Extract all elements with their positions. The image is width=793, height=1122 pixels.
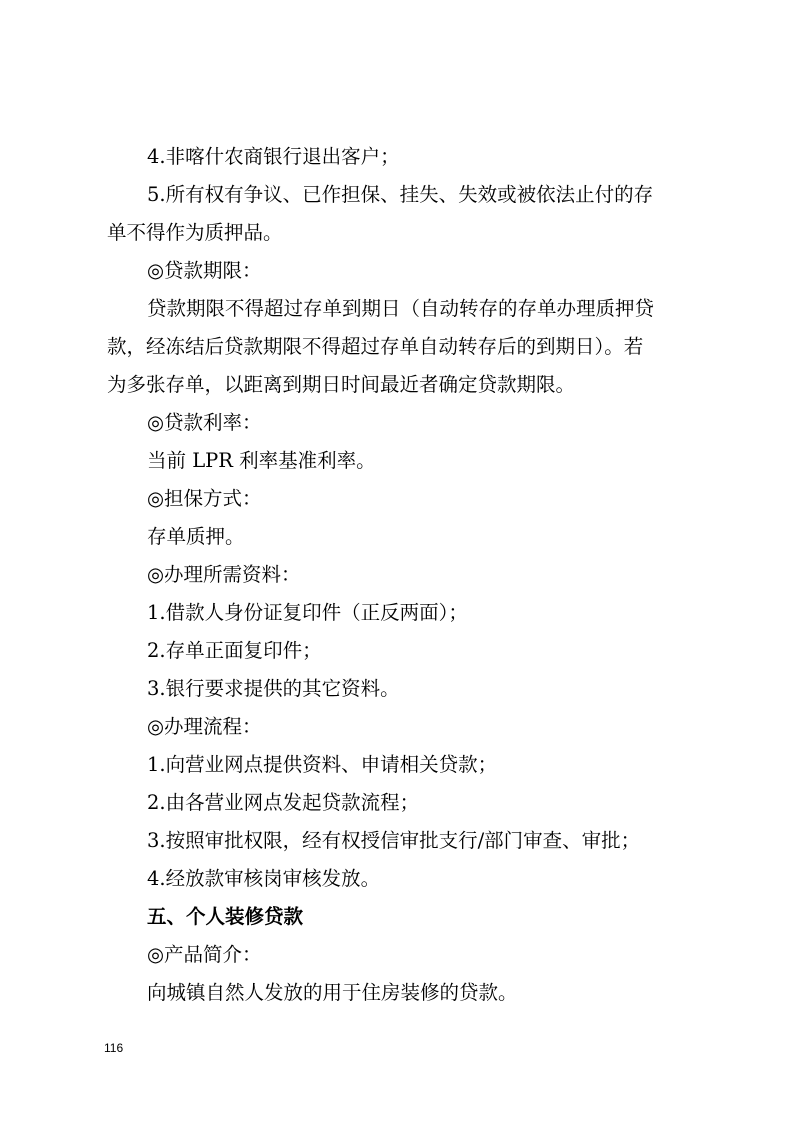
list-item-process-step1: 1.向营业网点提供资料、申请相关贷款； [147, 753, 498, 776]
paragraph-guarantee: 存单质押。 [147, 525, 245, 548]
paragraph-interest-rate: 当前 LPR 利率基准利率。 [147, 449, 376, 472]
list-item-process-step4: 4.经放款审核岗审核发放。 [147, 867, 381, 890]
paragraph-loan-term-line3: 为多张存单，以距离到期日时间最近者确定贷款期限。 [107, 373, 576, 396]
section-label-guarantee: ◎担保方式： [147, 487, 262, 510]
paragraph-loan-term-line2: 款，经冻结后贷款期限不得超过存单自动转存后的到期日）。若 [107, 335, 644, 358]
list-item-non-client: 4.非喀什农商银行退出客户； [147, 145, 400, 168]
paragraph-continuation: 单不得作为质押品。 [107, 221, 283, 244]
section-heading-renovation-loan: 五、个人装修贷款 [147, 905, 304, 928]
list-item-process-step3: 3.按照审批权限，经有权授信审批支行/部门审查、审批； [147, 829, 641, 852]
section-label-interest-rate: ◎贷款利率： [147, 411, 262, 434]
paragraph-loan-term-line1: 贷款期限不得超过存单到期日（自动转存的存单办理质押贷 [147, 297, 655, 320]
section-label-product-intro: ◎产品简介： [147, 943, 262, 966]
page-number: 116 [104, 1041, 124, 1055]
list-item-deposit-copy: 2.存单正面复印件； [147, 639, 322, 662]
section-label-loan-term: ◎贷款期限： [147, 259, 262, 282]
list-item-process-step2: 2.由各营业网点发起贷款流程； [147, 791, 420, 814]
paragraph-product-intro: 向城镇自然人发放的用于住房装修的贷款。 [147, 981, 518, 1004]
list-item-disputed-ownership: 5.所有权有争议、已作担保、挂失、失效或被依法止付的存 [147, 183, 654, 206]
section-label-process: ◎办理流程： [147, 715, 262, 738]
list-item-other-documents: 3.银行要求提供的其它资料。 [147, 677, 400, 700]
list-item-id-copy: 1.借款人身份证复印件（正反两面）； [147, 601, 468, 624]
section-label-required-documents: ◎办理所需资料： [147, 563, 301, 586]
